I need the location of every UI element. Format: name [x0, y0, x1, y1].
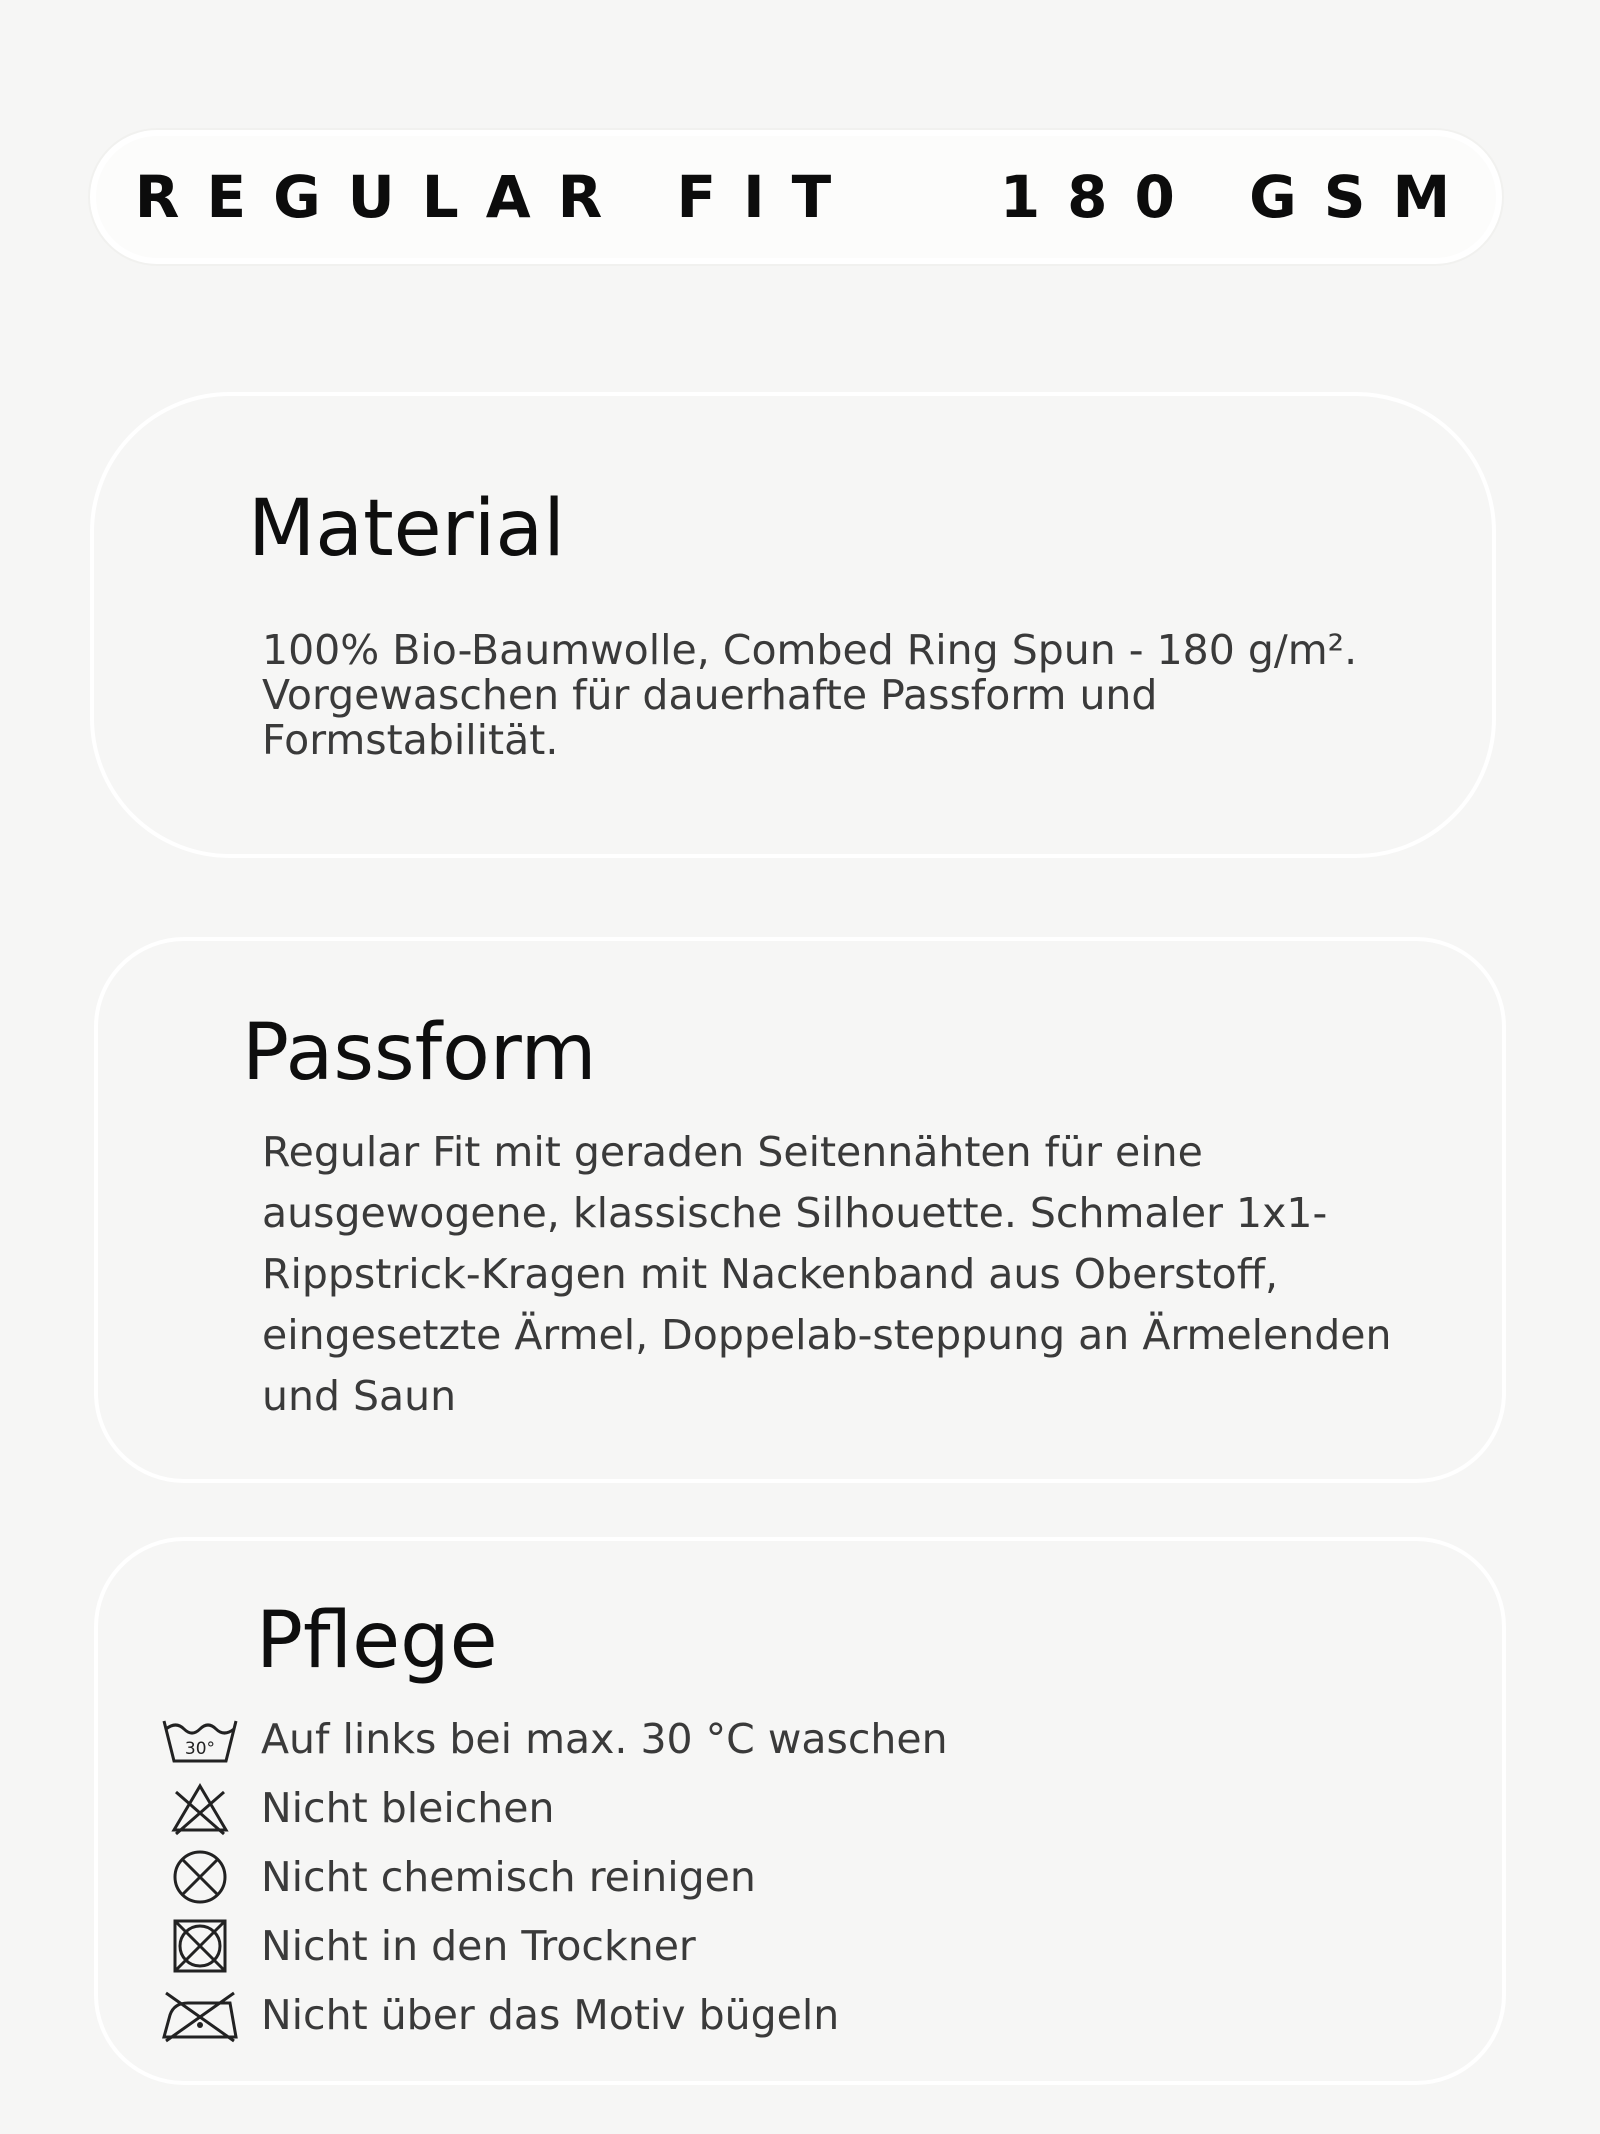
- material-description: [262, 628, 1357, 763]
- material-line: 100% Bio-Baumwolle, Combed Ring Spun - 180 g/m².: [262, 626, 1358, 674]
- care-item-tumble-dry: [160, 1911, 696, 1980]
- care-label: Nicht chemisch reinigen: [261, 1852, 756, 1901]
- wash-temp-label: 30°: [184, 1738, 216, 1759]
- no-tumble-dry-icon: [160, 1915, 240, 1977]
- care-label: Nicht über das Motiv bügeln: [261, 1990, 840, 2039]
- fit-weight-banner: [90, 130, 1502, 264]
- material-line: Formstabilität.: [262, 716, 559, 764]
- material-card: [90, 392, 1496, 858]
- care-label: Nicht in den Trockner: [261, 1921, 696, 1970]
- care-item-dry-clean: [160, 1842, 756, 1911]
- passform-line: ausgewogene, klassische Silhouette. Schmaler 1x1-: [262, 1189, 1328, 1237]
- no-bleach-icon: [160, 1777, 240, 1839]
- no-iron-icon: [160, 1984, 240, 2046]
- pflege-heading: Pflege: [256, 1596, 498, 1686]
- passform-line: Regular Fit mit geraden Seitennähten für eine: [262, 1128, 1203, 1176]
- passform-heading: Passform: [242, 1008, 597, 1098]
- care-label: Nicht bleichen: [261, 1783, 555, 1832]
- passform-line: und Saun: [262, 1372, 457, 1420]
- passform-line: eingesetzte Ärmel, Doppelab-steppung an Ärmelenden: [262, 1311, 1392, 1359]
- care-item-iron: [160, 1980, 840, 2049]
- no-dry-clean-icon: [160, 1846, 240, 1908]
- care-item-bleach: [160, 1773, 555, 1842]
- wash-30-icon: [160, 1708, 240, 1770]
- care-instructions-list: [160, 1704, 948, 2049]
- passform-line: Rippstrick-Kragen mit Nackenband aus Oberstoff,: [262, 1250, 1278, 1298]
- banner-text: REGULAR FIT 180 GSM: [134, 163, 1478, 231]
- material-heading: Material: [248, 484, 565, 574]
- care-label: Auf links bei max. 30 °C waschen: [261, 1714, 948, 1763]
- material-line: Vorgewaschen für dauerhafte Passform und: [262, 671, 1158, 719]
- passform-description: [262, 1122, 1392, 1427]
- care-item-wash: [160, 1704, 948, 1773]
